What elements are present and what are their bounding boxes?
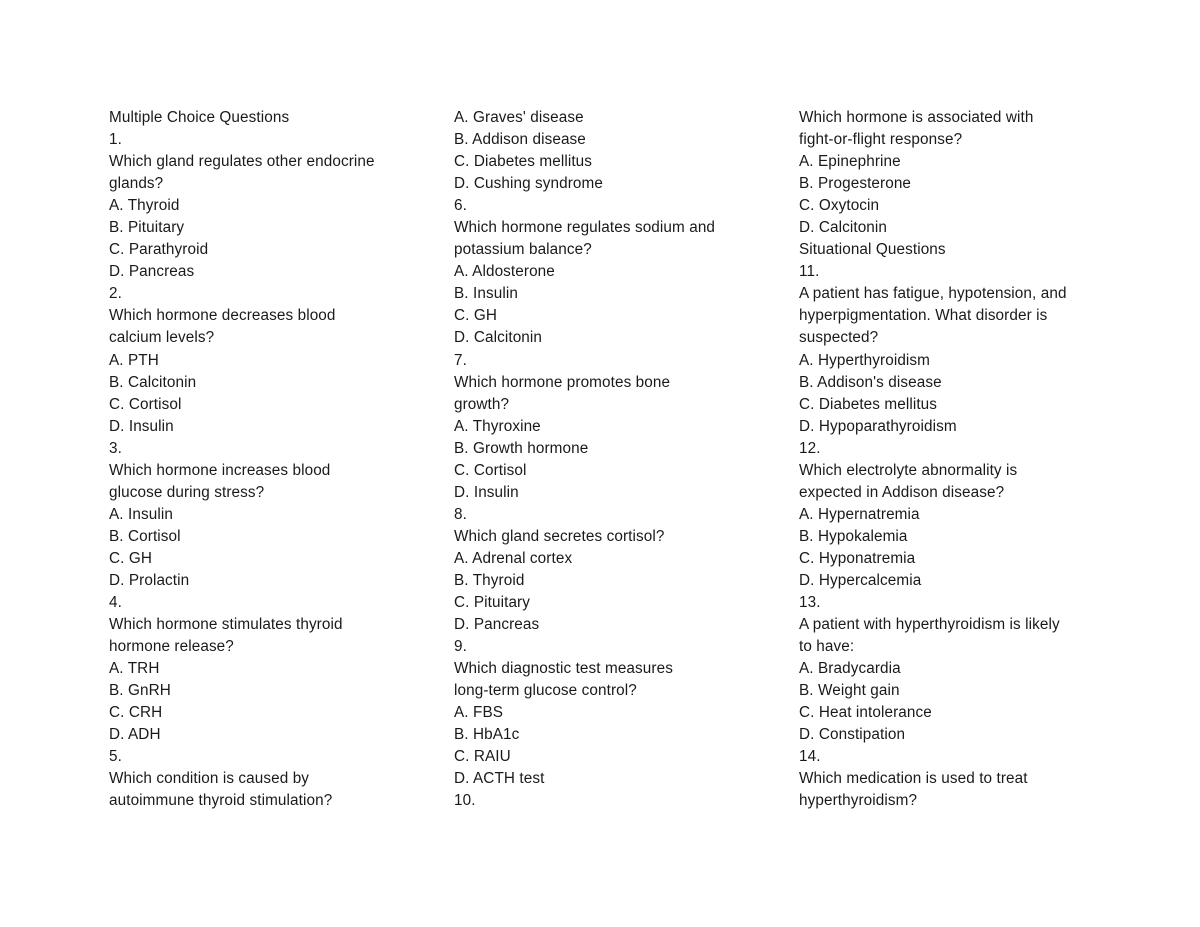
text-line: C. CRH [109,704,163,722]
text-line: expected in Addison disease? [799,483,1005,501]
text-line: Situational Questions [799,241,946,259]
text-line: 12. [799,439,821,457]
text-line: Which gland regulates other endocrine [109,153,375,171]
text-line: long-term glucose control? [454,682,637,700]
text-line: D. ADH [109,726,161,744]
text-line: Multiple Choice Questions [109,109,290,126]
text-line: B. Weight gain [799,682,900,700]
text-line: C. Cortisol [454,461,527,479]
text-line: 6. [454,197,467,215]
text-line: A. Aldosterone [454,263,555,281]
text-line: B. Addison disease [454,131,586,149]
text-line: Which condition is caused by [109,770,310,788]
text-column-1 [109,107,439,813]
text-line: Which medication is used to treat [799,770,1028,788]
text-line: potassium balance? [454,241,592,259]
text-line: D. Insulin [454,483,519,501]
text-line: D. Prolactin [109,571,190,589]
text-line: 3. [109,439,122,457]
text-line: autoimmune thyroid stimulation? [109,792,333,810]
text-line: 8. [454,505,467,523]
text-line: D. Pancreas [454,616,540,634]
text-line: B. GnRH [109,682,171,700]
text-line: calcium levels? [109,329,215,347]
text-line: A. Insulin [109,505,173,523]
text-line: C. GH [454,307,497,325]
text-line: 2. [109,285,122,303]
text-line: A. PTH [109,351,159,369]
text-line: A. Adrenal cortex [454,549,573,567]
text-column-3 [799,107,1129,813]
text-line: C. GH [109,549,152,567]
text-line: 10. [454,792,476,810]
text-line: D. Pancreas [109,263,195,281]
text-line: Which hormone stimulates thyroid [109,616,343,634]
text-line: Which hormone decreases blood [109,307,336,325]
text-line: 4. [109,594,122,612]
text-line: A. Hypernatremia [799,505,920,523]
text-line: B. Hypokalemia [799,527,908,545]
text-line: B. Calcitonin [109,373,197,391]
text-line: A. Bradycardia [799,660,901,678]
text-line: D. Calcitonin [454,329,543,347]
text-line: C. Parathyroid [109,241,209,259]
text-line: C. Cortisol [109,395,182,413]
text-line: fight-or-flight response? [799,131,963,149]
text-line: growth? [454,395,510,413]
text-line: A. Thyroid [109,197,180,215]
text-line: D. Hypercalcemia [799,571,922,589]
text-line: D. Calcitonin [799,219,888,237]
text-line: to have: [799,638,855,656]
text-line: A. Hyperthyroidism [799,351,931,369]
text-line: Which hormone increases blood [109,461,331,479]
text-line: B. Cortisol [109,527,181,545]
text-line: hyperthyroidism? [799,792,918,810]
text-line: C. Diabetes mellitus [454,153,593,171]
text-line: B. Thyroid [454,571,525,589]
text-line: 11. [799,263,820,281]
text-column-2 [454,107,784,813]
text-line: C. Pituitary [454,594,531,612]
text-line: Which hormone is associated with [799,109,1034,126]
text-line: B. Progesterone [799,175,912,193]
text-line: Which gland secretes cortisol? [454,527,665,545]
text-line: 5. [109,748,122,766]
text-line: D. Hypoparathyroidism [799,417,957,435]
text-line: B. HbA1c [454,726,520,744]
text-line: B. Pituitary [109,219,185,237]
text-line: 1. [109,131,122,149]
text-line: hormone release? [109,638,234,656]
text-line: Which electrolyte abnormality is [799,461,1018,479]
text-line: B. Addison's disease [799,373,942,391]
text-line: C. Heat intolerance [799,704,932,722]
text-line: C. Hyponatremia [799,549,916,567]
text-line: 14. [799,748,821,766]
text-line: A patient with hyperthyroidism is likely [799,616,1060,634]
text-line: D. Insulin [109,417,174,435]
text-line: glands? [109,175,164,193]
text-line: Which hormone promotes bone [454,373,671,391]
text-line: A. FBS [454,704,504,722]
text-line: B. Insulin [454,285,518,303]
text-line: 13. [799,594,821,612]
text-line: C. RAIU [454,748,511,766]
text-line: A. Epinephrine [799,153,901,171]
text-line: A. Thyroxine [454,417,541,435]
text-line: 7. [454,351,467,369]
text-line: C. Diabetes mellitus [799,395,938,413]
text-line: Which diagnostic test measures [454,660,673,678]
text-line: 9. [454,638,467,656]
text-line: D. Cushing syndrome [454,175,603,193]
text-line: D. ACTH test [454,770,545,788]
text-line: C. Oxytocin [799,197,880,215]
text-line: glucose during stress? [109,483,265,501]
text-line: A. TRH [109,660,160,678]
text-line: D. Constipation [799,726,906,744]
text-line: A patient has fatigue, hypotension, and [799,285,1067,303]
text-line: A. Graves' disease [454,109,584,126]
text-line: hyperpigmentation. What disorder is [799,307,1048,325]
text-line: suspected? [799,329,879,347]
text-line: Which hormone regulates sodium and [454,219,716,237]
text-line: B. Growth hormone [454,439,589,457]
